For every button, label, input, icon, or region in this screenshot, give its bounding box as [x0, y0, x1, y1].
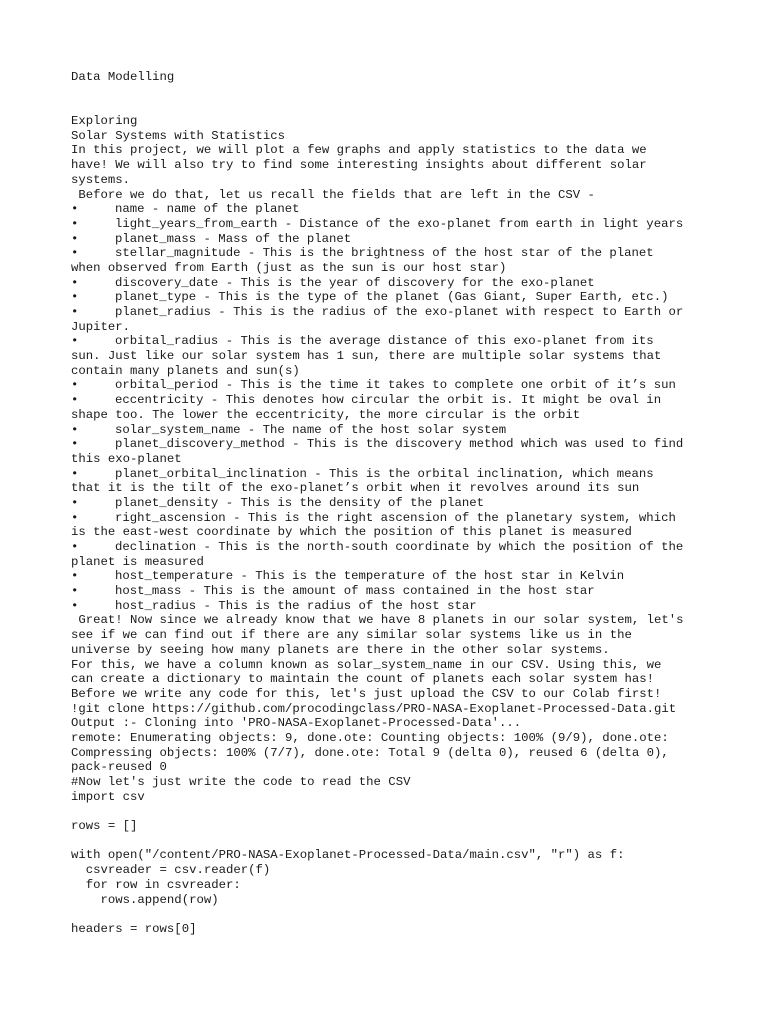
list-item-continuation — [71, 261, 711, 276]
bullet-icon: • — [71, 598, 79, 613]
intro-line: Before we do that, let us recall the fields that are left in the CSV - — [71, 187, 595, 202]
bullet-icon: • — [71, 510, 79, 525]
list-item-text: right_ascension - This is the right ascension of the planetary system, which — [115, 510, 676, 525]
bullet-icon: • — [71, 584, 79, 599]
bullet-icon: • — [71, 246, 79, 261]
list-item-text: planet_discovery_method - This is the discovery method which was used to find — [115, 437, 684, 452]
bullet-icon: • — [71, 290, 79, 305]
bullet-icon: • — [71, 378, 79, 393]
body-line: pack-reused 0 — [71, 760, 167, 775]
document-page — [71, 70, 711, 937]
body-line: !git clone https://github.com/procodingclass/PRO-NASA-Exoplanet-Processed-Data.git — [71, 701, 677, 716]
list-item-text: when observed from Earth (just as the sun is our host star) — [71, 260, 507, 275]
list-item-text: shape too. The lower the eccentricity, the more circular is the orbit — [71, 407, 581, 422]
bullet-icon: • — [71, 437, 79, 452]
bullet-icon: • — [71, 275, 79, 290]
list-item — [71, 511, 711, 526]
list-item-text: is the east-west coordinate by which the position of this planet is measured — [71, 525, 632, 540]
list-item — [71, 599, 711, 614]
bullet-icon: • — [71, 569, 79, 584]
body-line: headers = rows[0] — [71, 921, 197, 936]
bullet-icon: • — [71, 305, 79, 319]
intro-paragraph — [71, 143, 711, 202]
body-line — [71, 834, 711, 849]
list-item — [71, 437, 711, 452]
body-line: #Now let's just write the code to read the CSV — [71, 775, 411, 789]
list-item-continuation — [71, 349, 711, 364]
list-item — [71, 305, 711, 320]
body-line: csvreader = csv.reader(f) — [71, 863, 271, 878]
bullet-icon: • — [71, 393, 79, 408]
list-item — [71, 378, 711, 393]
list-item-continuation — [71, 452, 711, 467]
field-list — [71, 202, 711, 613]
bullet-icon: • — [71, 216, 79, 231]
list-item — [71, 232, 711, 247]
list-item-text: planet_radius - This is the radius of the exo-planet with respect to Earth or — [115, 305, 684, 319]
body-line: for row in csvreader: — [71, 877, 241, 892]
list-item-text: eccentricity - This denotes how circular the orbit is. It might be oval in — [115, 393, 662, 408]
list-item-continuation — [71, 525, 711, 540]
list-item — [71, 393, 711, 408]
list-item — [71, 202, 711, 217]
list-item-text: orbital_period - This is the time it takes to complete one orbit of it’s sun — [115, 378, 676, 393]
bullet-icon: • — [71, 540, 79, 554]
list-item — [71, 276, 711, 291]
list-item-continuation — [71, 555, 711, 570]
list-item-text: contain many planets and sun(s) — [71, 363, 300, 378]
body-line — [71, 804, 711, 819]
bullet-icon: • — [71, 495, 79, 510]
body-line: see if we can find out if there are any similar solar systems like us in the — [71, 628, 632, 643]
body-content — [71, 613, 711, 936]
bullet-icon: • — [71, 202, 79, 217]
list-item-continuation — [71, 320, 711, 335]
body-line: remote: Enumerating objects: 9, done.ote: Counting objects: 100% (9/9), done.ote: — [71, 730, 669, 745]
list-item-text: host_mass - This is the amount of mass contained in the host star — [115, 584, 595, 599]
list-item-text: this exo-planet — [71, 451, 182, 466]
list-item — [71, 584, 711, 599]
list-item — [71, 467, 711, 482]
list-item — [71, 334, 711, 349]
intro-line: have! We will also try to find some interesting insights about different solar — [71, 158, 647, 173]
spacer — [71, 85, 711, 100]
body-line: universe by seeing how many planets are there in the other solar systems. — [71, 642, 610, 657]
body-line: rows.append(row) — [71, 892, 219, 907]
list-item-text: solar_system_name - The name of the host solar system — [115, 422, 507, 437]
body-line: For this, we have a column known as solar_system_name in our CSV. Using this, we — [71, 657, 662, 672]
list-item-text: Jupiter. — [71, 319, 131, 334]
heading-line-2: Solar Systems with Statistics — [71, 128, 286, 143]
body-line: rows = [] — [71, 819, 138, 834]
list-item — [71, 217, 711, 232]
list-item — [71, 246, 711, 261]
list-item-text: stellar_magnitude - This is the brightness of the host star of the planet — [115, 246, 654, 261]
list-item-text: planet_orbital_inclination - This is the orbital inclination, which means — [115, 466, 654, 481]
list-item-text: planet is measured — [71, 554, 204, 569]
spacer — [71, 99, 711, 114]
body-line: Output :- Cloning into 'PRO-NASA-Exoplanet-Processed-Data'... — [71, 716, 522, 731]
bullet-icon: • — [71, 334, 79, 349]
list-item-text: sun. Just like our solar system has 1 sun, there are multiple solar systems that — [71, 349, 662, 364]
list-item-text: name - name of the planet — [115, 202, 300, 217]
list-item-text: declination - This is the north-south coordinate by which the position of the — [115, 540, 684, 554]
bullet-icon: • — [71, 422, 79, 437]
list-item-continuation — [71, 481, 711, 496]
body-line: Compressing objects: 100% (7/7), done.ote: Total 9 (delta 0), reused 6 (delta 0), — [71, 745, 669, 760]
list-item-text: planet_type - This is the type of the planet (Gas Giant, Super Earth, etc.) — [115, 290, 669, 305]
body-line: Great! Now since we already know that we have 8 planets in our solar system, let's — [71, 613, 684, 628]
list-item-text: planet_density - This is the density of the planet — [115, 495, 484, 510]
list-item-text: host_radius - This is the radius of the host star — [115, 598, 477, 613]
list-item-continuation — [71, 408, 711, 423]
list-item — [71, 290, 711, 305]
list-item-text: planet_mass - Mass of the planet — [115, 231, 352, 246]
list-item — [71, 423, 711, 438]
heading-line-1: Exploring — [71, 114, 138, 129]
body-line — [71, 907, 711, 922]
list-item — [71, 540, 711, 555]
intro-line: systems. — [71, 172, 131, 187]
list-item-text: light_years_from_earth - Distance of the exo-planet from earth in light years — [115, 216, 684, 231]
list-item-text: orbital_radius - This is the average distance of this exo-planet from its — [115, 334, 654, 349]
body-line: import csv — [71, 789, 145, 804]
list-item — [71, 496, 711, 511]
list-item-text: host_temperature - This is the temperature of the host star in Kelvin — [115, 569, 625, 584]
bullet-icon: • — [71, 231, 79, 246]
body-line: can create a dictionary to maintain the count of planets each solar system has! — [71, 672, 654, 687]
bullet-icon: • — [71, 466, 79, 481]
body-line: Before we write any code for this, let's just upload the CSV to our Colab first! — [71, 686, 662, 701]
document-title: Data Modelling — [71, 70, 175, 84]
list-item — [71, 569, 711, 584]
list-item-continuation — [71, 364, 711, 379]
intro-line: In this project, we will plot a few graphs and apply statistics to the data we — [71, 143, 647, 158]
list-item-text: that it is the tilt of the exo-planet’s orbit when it revolves around its sun — [71, 481, 640, 496]
list-item-text: discovery_date - This is the year of discovery for the exo-planet — [115, 275, 595, 290]
body-line: with open("/content/PRO-NASA-Exoplanet-Processed-Data/main.csv", "r") as f: — [71, 848, 625, 863]
